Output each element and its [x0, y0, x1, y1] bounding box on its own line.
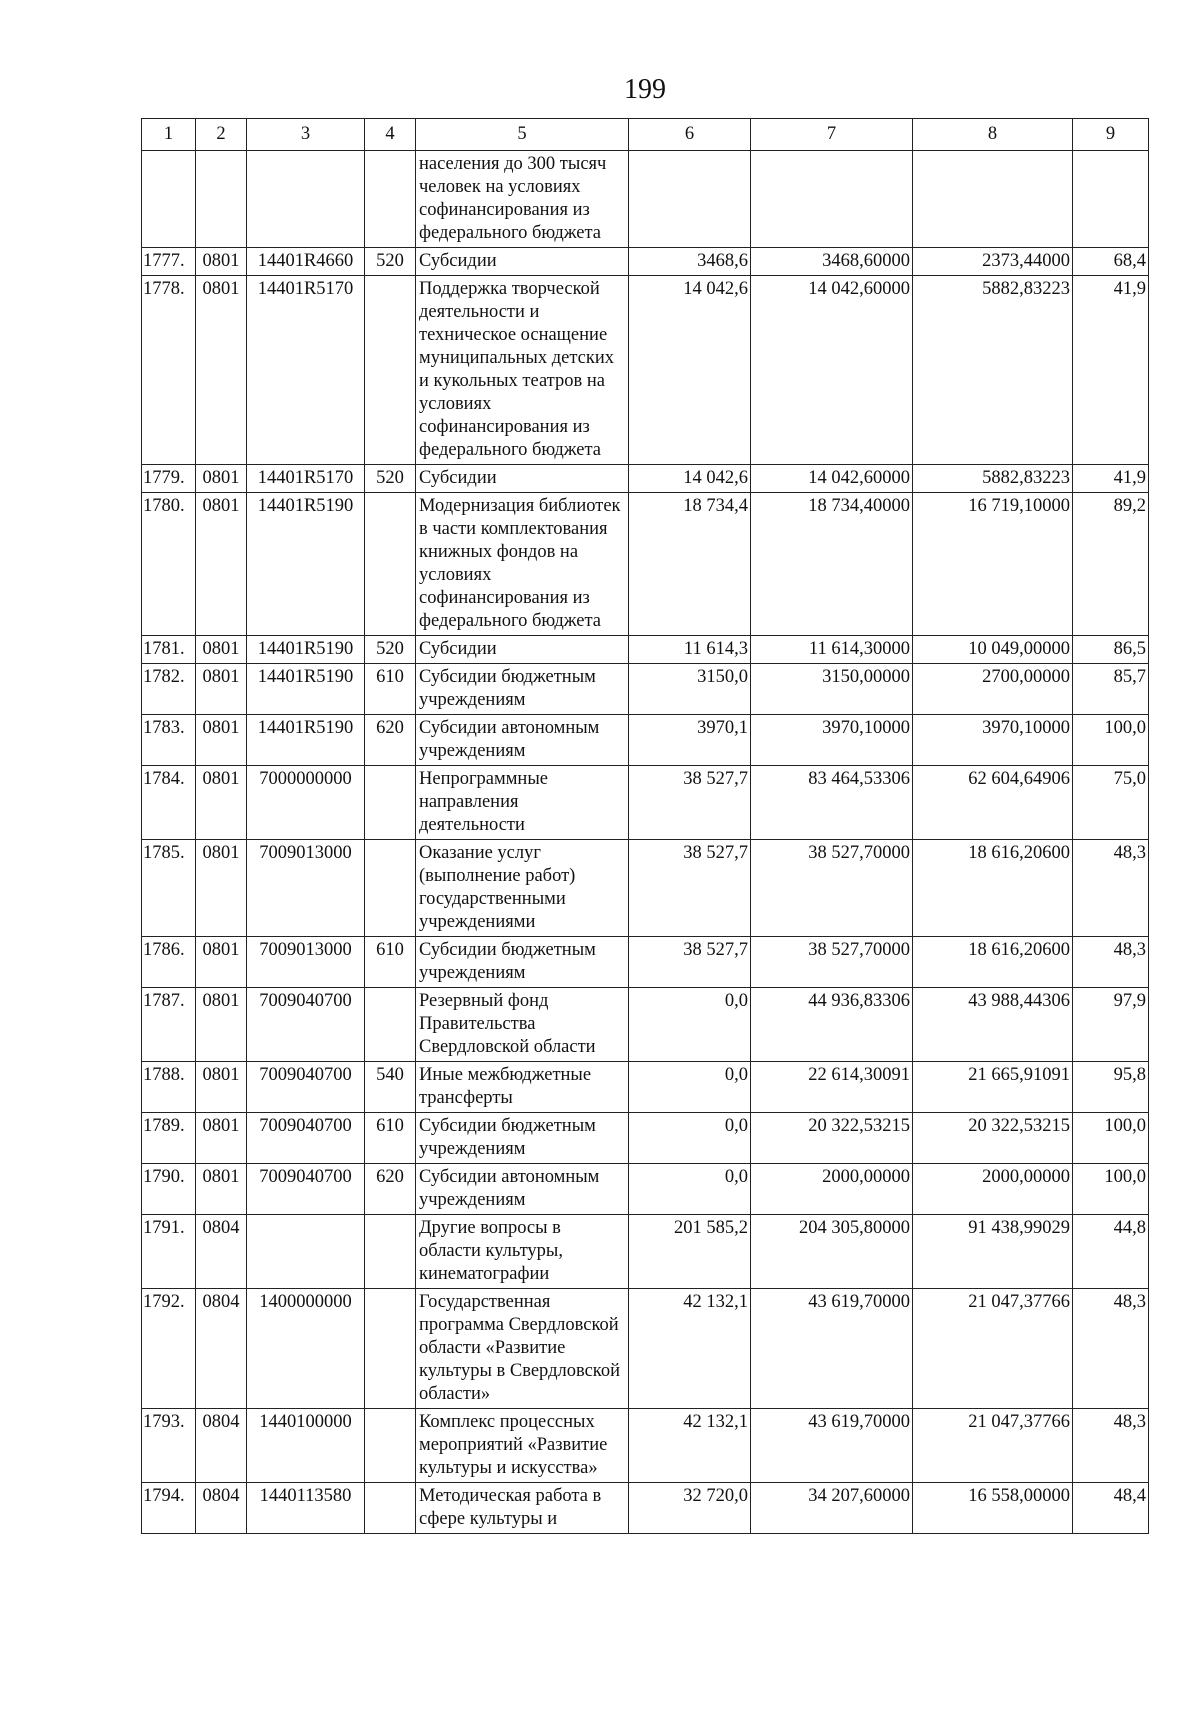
- item-name-cell: Комплекс процессных мероприятий «Развитие культуры и искусства»: [416, 1409, 629, 1483]
- section-code-cell: 0801: [196, 248, 247, 276]
- expense-type-cell: 620: [365, 1164, 416, 1215]
- value-col9-cell: 41,9: [1073, 276, 1149, 465]
- expense-type-cell: 610: [365, 664, 416, 715]
- budget-table: [141, 118, 1149, 1534]
- table-row: [142, 636, 1149, 664]
- section-code-cell: 0801: [196, 1062, 247, 1113]
- value-col9-cell: 48,3: [1073, 840, 1149, 937]
- expense-type-cell: 540: [365, 1062, 416, 1113]
- value-col9-cell: 68,4: [1073, 248, 1149, 276]
- value-col8-cell: 91 438,99029: [913, 1215, 1073, 1289]
- value-col9-cell: 95,8: [1073, 1062, 1149, 1113]
- value-col6-cell: 0,0: [629, 1113, 751, 1164]
- table-row: [142, 151, 1149, 248]
- value-col9-cell: 85,7: [1073, 664, 1149, 715]
- value-col8-cell: 62 604,64906: [913, 766, 1073, 840]
- section-code-cell: 0801: [196, 937, 247, 988]
- value-col8-cell: 3970,10000: [913, 715, 1073, 766]
- value-col6-cell: 38 527,7: [629, 766, 751, 840]
- row-number-cell: 1787.: [142, 988, 196, 1062]
- value-col8-cell: 18 616,20600: [913, 840, 1073, 937]
- section-code-cell: 0804: [196, 1483, 247, 1534]
- table-row: [142, 1062, 1149, 1113]
- table-row: [142, 988, 1149, 1062]
- column-header-7: 7: [751, 119, 913, 151]
- value-col8-cell: 16 558,00000: [913, 1483, 1073, 1534]
- value-col8-cell: 21 047,37766: [913, 1409, 1073, 1483]
- value-col7-cell: 3468,60000: [751, 248, 913, 276]
- section-code-cell: 0801: [196, 766, 247, 840]
- target-code-cell: 7009040700: [247, 1164, 365, 1215]
- row-number-cell: 1785.: [142, 840, 196, 937]
- row-number-cell: 1789.: [142, 1113, 196, 1164]
- item-name-cell: Модернизация библиотек в части комплектования книжных фондов на условиях софинансирования из федерального бюджета: [416, 493, 629, 636]
- table-row: [142, 1409, 1149, 1483]
- target-code-cell: 1400000000: [247, 1289, 365, 1409]
- item-name-cell: Другие вопросы в области культуры, кинематографии: [416, 1215, 629, 1289]
- value-col9-cell: [1073, 151, 1149, 248]
- section-code-cell: 0801: [196, 465, 247, 493]
- table-row: [142, 1215, 1149, 1289]
- target-code-cell: 14401R5190: [247, 636, 365, 664]
- expense-type-cell: [365, 1409, 416, 1483]
- target-code-cell: 7009013000: [247, 937, 365, 988]
- value-col9-cell: 100,0: [1073, 1164, 1149, 1215]
- page-number: 199: [624, 74, 666, 105]
- column-header-1: 1: [142, 119, 196, 151]
- column-header-8: 8: [913, 119, 1073, 151]
- row-number-cell: 1784.: [142, 766, 196, 840]
- column-header-2: 2: [196, 119, 247, 151]
- expense-type-cell: [365, 151, 416, 248]
- expense-type-cell: [365, 1215, 416, 1289]
- value-col7-cell: 11 614,30000: [751, 636, 913, 664]
- section-code-cell: 0801: [196, 493, 247, 636]
- value-col9-cell: 48,4: [1073, 1483, 1149, 1534]
- value-col9-cell: 89,2: [1073, 493, 1149, 636]
- value-col7-cell: 204 305,80000: [751, 1215, 913, 1289]
- section-code-cell: 0804: [196, 1289, 247, 1409]
- value-col6-cell: 32 720,0: [629, 1483, 751, 1534]
- table-row: [142, 493, 1149, 636]
- column-header-6: 6: [629, 119, 751, 151]
- value-col7-cell: 44 936,83306: [751, 988, 913, 1062]
- value-col6-cell: 0,0: [629, 988, 751, 1062]
- value-col8-cell: [913, 151, 1073, 248]
- value-col7-cell: 38 527,70000: [751, 840, 913, 937]
- target-code-cell: [247, 1215, 365, 1289]
- table-row: [142, 465, 1149, 493]
- table-row: [142, 1113, 1149, 1164]
- target-code-cell: 1440100000: [247, 1409, 365, 1483]
- item-name-cell: Иные межбюджетные трансферты: [416, 1062, 629, 1113]
- value-col7-cell: [751, 151, 913, 248]
- target-code-cell: 14401R5190: [247, 715, 365, 766]
- row-number-cell: 1794.: [142, 1483, 196, 1534]
- section-code-cell: 0804: [196, 1215, 247, 1289]
- value-col9-cell: 48,3: [1073, 1289, 1149, 1409]
- value-col6-cell: 38 527,7: [629, 840, 751, 937]
- column-header-4: 4: [365, 119, 416, 151]
- row-number-cell: 1777.: [142, 248, 196, 276]
- item-name-cell: Резервный фонд Правительства Свердловской области: [416, 988, 629, 1062]
- item-name-cell: Субсидии: [416, 248, 629, 276]
- item-name-cell: Субсидии бюджетным учреждениям: [416, 1113, 629, 1164]
- value-col6-cell: 3150,0: [629, 664, 751, 715]
- section-code-cell: 0801: [196, 1164, 247, 1215]
- value-col7-cell: 83 464,53306: [751, 766, 913, 840]
- row-number-cell: 1788.: [142, 1062, 196, 1113]
- value-col6-cell: 14 042,6: [629, 276, 751, 465]
- expense-type-cell: 520: [365, 636, 416, 664]
- section-code-cell: 0801: [196, 1113, 247, 1164]
- value-col6-cell: [629, 151, 751, 248]
- expense-type-cell: 620: [365, 715, 416, 766]
- value-col9-cell: 100,0: [1073, 715, 1149, 766]
- item-name-cell: Непрограммные направления деятельности: [416, 766, 629, 840]
- value-col8-cell: 5882,83223: [913, 276, 1073, 465]
- expense-type-cell: [365, 276, 416, 465]
- value-col6-cell: 18 734,4: [629, 493, 751, 636]
- value-col8-cell: 5882,83223: [913, 465, 1073, 493]
- row-number-cell: 1793.: [142, 1409, 196, 1483]
- row-number-cell: 1791.: [142, 1215, 196, 1289]
- section-code-cell: 0804: [196, 1409, 247, 1483]
- target-code-cell: 7009040700: [247, 988, 365, 1062]
- target-code-cell: 14401R5170: [247, 276, 365, 465]
- value-col7-cell: 43 619,70000: [751, 1409, 913, 1483]
- row-number-cell: 1779.: [142, 465, 196, 493]
- value-col7-cell: 2000,00000: [751, 1164, 913, 1215]
- value-col7-cell: 18 734,40000: [751, 493, 913, 636]
- expense-type-cell: [365, 493, 416, 636]
- value-col8-cell: 2700,00000: [913, 664, 1073, 715]
- value-col8-cell: 43 988,44306: [913, 988, 1073, 1062]
- target-code-cell: 7009040700: [247, 1062, 365, 1113]
- value-col6-cell: 11 614,3: [629, 636, 751, 664]
- expense-type-cell: [365, 1483, 416, 1534]
- table-row: [142, 1164, 1149, 1215]
- table-row: [142, 766, 1149, 840]
- row-number-cell: 1780.: [142, 493, 196, 636]
- table-row: [142, 664, 1149, 715]
- row-number-cell: 1781.: [142, 636, 196, 664]
- section-code-cell: 0801: [196, 988, 247, 1062]
- target-code-cell: 14401R5190: [247, 493, 365, 636]
- header-row: [142, 119, 1149, 151]
- expense-type-cell: 520: [365, 248, 416, 276]
- value-col8-cell: 2373,44000: [913, 248, 1073, 276]
- value-col9-cell: 48,3: [1073, 937, 1149, 988]
- item-name-cell: Оказание услуг (выполнение работ) государственными учреждениями: [416, 840, 629, 937]
- value-col9-cell: 44,8: [1073, 1215, 1149, 1289]
- value-col7-cell: 20 322,53215: [751, 1113, 913, 1164]
- expense-type-cell: [365, 988, 416, 1062]
- table-body: [142, 151, 1149, 1534]
- section-code-cell: 0801: [196, 636, 247, 664]
- target-code-cell: 7009040700: [247, 1113, 365, 1164]
- expense-type-cell: [365, 840, 416, 937]
- item-name-cell: Субсидии бюджетным учреждениям: [416, 937, 629, 988]
- section-code-cell: 0801: [196, 840, 247, 937]
- value-col7-cell: 34 207,60000: [751, 1483, 913, 1534]
- value-col7-cell: 3150,00000: [751, 664, 913, 715]
- table-row: [142, 1289, 1149, 1409]
- item-name-cell: Субсидии: [416, 465, 629, 493]
- value-col8-cell: 10 049,00000: [913, 636, 1073, 664]
- row-number-cell: 1778.: [142, 276, 196, 465]
- expense-type-cell: [365, 766, 416, 840]
- target-code-cell: 14401R4660: [247, 248, 365, 276]
- value-col9-cell: 97,9: [1073, 988, 1149, 1062]
- section-code-cell: 0801: [196, 715, 247, 766]
- value-col8-cell: 20 322,53215: [913, 1113, 1073, 1164]
- value-col6-cell: 42 132,1: [629, 1409, 751, 1483]
- value-col9-cell: 86,5: [1073, 636, 1149, 664]
- value-col7-cell: 14 042,60000: [751, 276, 913, 465]
- table-row: [142, 840, 1149, 937]
- item-name-cell: Государственная программа Свердловской области «Развитие культуры в Свердловской области»: [416, 1289, 629, 1409]
- row-number-cell: 1792.: [142, 1289, 196, 1409]
- row-number-cell: 1790.: [142, 1164, 196, 1215]
- section-code-cell: [196, 151, 247, 248]
- value-col6-cell: 201 585,2: [629, 1215, 751, 1289]
- item-name-cell: Субсидии бюджетным учреждениям: [416, 664, 629, 715]
- value-col9-cell: 41,9: [1073, 465, 1149, 493]
- column-header-9: 9: [1073, 119, 1149, 151]
- target-code-cell: [247, 151, 365, 248]
- item-name-cell: Методическая работа в сфере культуры и: [416, 1483, 629, 1534]
- target-code-cell: 14401R5170: [247, 465, 365, 493]
- value-col6-cell: 0,0: [629, 1062, 751, 1113]
- table-row: [142, 715, 1149, 766]
- value-col7-cell: 14 042,60000: [751, 465, 913, 493]
- value-col9-cell: 48,3: [1073, 1409, 1149, 1483]
- value-col6-cell: 38 527,7: [629, 937, 751, 988]
- table-row: [142, 276, 1149, 465]
- value-col9-cell: 75,0: [1073, 766, 1149, 840]
- expense-type-cell: 610: [365, 937, 416, 988]
- item-name-cell: Поддержка творческой деятельности и техническое оснащение муниципальных детских и кукольных театров на условиях софинансирования из федерального бюджета: [416, 276, 629, 465]
- expense-type-cell: 610: [365, 1113, 416, 1164]
- value-col8-cell: 21 665,91091: [913, 1062, 1073, 1113]
- table-row: [142, 1483, 1149, 1534]
- table-row: [142, 248, 1149, 276]
- target-code-cell: 14401R5190: [247, 664, 365, 715]
- item-name-cell: Субсидии: [416, 636, 629, 664]
- column-header-3: 3: [247, 119, 365, 151]
- target-code-cell: 1440113580: [247, 1483, 365, 1534]
- item-name-cell: Субсидии автономным учреждениям: [416, 1164, 629, 1215]
- section-code-cell: 0801: [196, 664, 247, 715]
- table-row: [142, 937, 1149, 988]
- value-col6-cell: 42 132,1: [629, 1289, 751, 1409]
- value-col8-cell: 21 047,37766: [913, 1289, 1073, 1409]
- value-col6-cell: 14 042,6: [629, 465, 751, 493]
- value-col7-cell: 22 614,30091: [751, 1062, 913, 1113]
- table-header: [142, 119, 1149, 151]
- value-col8-cell: 18 616,20600: [913, 937, 1073, 988]
- row-number-cell: 1782.: [142, 664, 196, 715]
- value-col8-cell: 16 719,10000: [913, 493, 1073, 636]
- section-code-cell: 0801: [196, 276, 247, 465]
- value-col6-cell: 3970,1: [629, 715, 751, 766]
- row-number-cell: 1783.: [142, 715, 196, 766]
- expense-type-cell: [365, 1289, 416, 1409]
- value-col7-cell: 38 527,70000: [751, 937, 913, 988]
- item-name-cell: населения до 300 тысяч человек на условиях софинансирования из федерального бюджета: [416, 151, 629, 248]
- expense-type-cell: 520: [365, 465, 416, 493]
- value-col6-cell: 0,0: [629, 1164, 751, 1215]
- item-name-cell: Субсидии автономным учреждениям: [416, 715, 629, 766]
- row-number-cell: [142, 151, 196, 248]
- value-col7-cell: 3970,10000: [751, 715, 913, 766]
- target-code-cell: 7000000000: [247, 766, 365, 840]
- value-col7-cell: 43 619,70000: [751, 1289, 913, 1409]
- value-col8-cell: 2000,00000: [913, 1164, 1073, 1215]
- row-number-cell: 1786.: [142, 937, 196, 988]
- target-code-cell: 7009013000: [247, 840, 365, 937]
- column-header-5: 5: [416, 119, 629, 151]
- value-col9-cell: 100,0: [1073, 1113, 1149, 1164]
- value-col6-cell: 3468,6: [629, 248, 751, 276]
